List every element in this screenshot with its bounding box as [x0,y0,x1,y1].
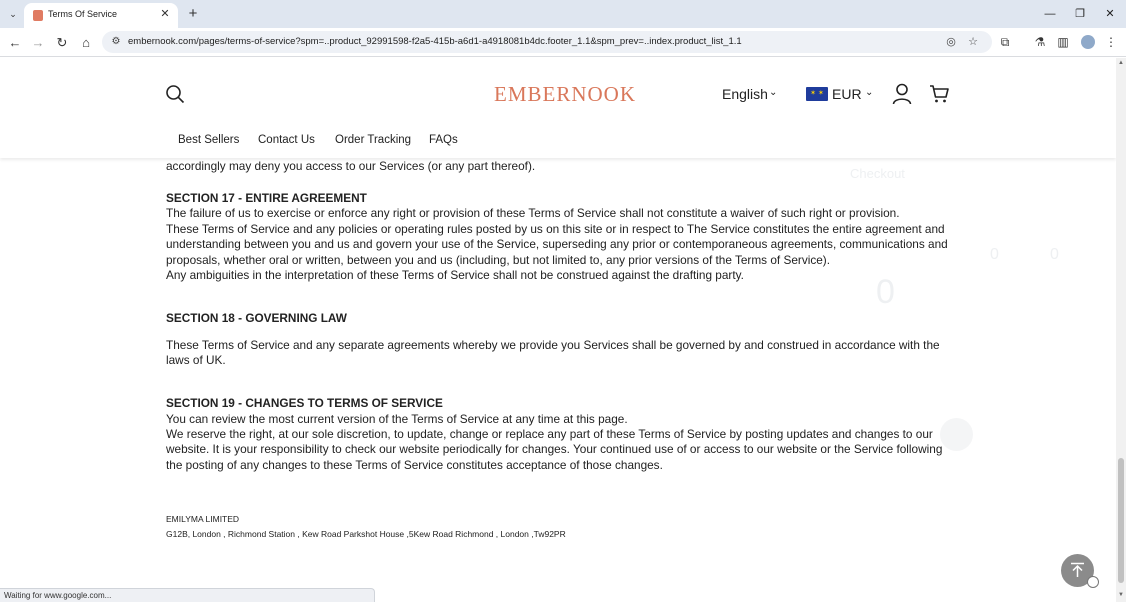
previous-section-tail: accordingly may deny you access to our Services (or any part thereof). [166,159,536,173]
home-icon[interactable]: ⌂ [82,35,90,50]
ghost-circle [940,418,973,451]
chevron-down-icon[interactable]: ⌄ [769,87,778,98]
side-panel-icon[interactable]: ▥ [1057,35,1069,49]
new-tab-icon[interactable]: + [188,5,198,22]
profile-avatar[interactable] [1081,35,1095,49]
tab-close-icon[interactable]: ✕ [160,8,170,20]
eye-off-icon[interactable]: ◎ [946,36,956,48]
account-icon[interactable] [892,83,912,105]
section-17-line: These Terms of Service and any policies or operating rules posted by us on this site or in respect to The Service constitutes the entire agreement and [166,222,945,236]
ghost-count: 0 [990,246,999,263]
nav-order-tracking[interactable]: Order Tracking [335,134,412,146]
restore-icon[interactable]: ❐ [1075,8,1085,20]
section-18-line: These Terms of Service and any separate agreements whereby we provide you Services shall be governed by and construed in accordance with the [166,338,940,352]
section-18-title: SECTION 18 - GOVERNING LAW [166,311,347,325]
mouse-cursor [1087,576,1099,588]
status-text: Waiting for www.google.com... [4,591,112,600]
ghost-checkout: Checkout [850,166,905,181]
company-name: EMILYMA LIMITED [166,514,240,524]
ghost-cart-count: 0 [876,273,895,311]
site-header [0,58,1116,158]
site-info-icon[interactable]: ⚙ [111,36,121,47]
section-17-line: The failure of us to exercise or enforce any right or provision of these Terms of Service shall not constitute a waiver of such right or provision. [166,206,900,220]
tab-search-chevron-icon[interactable]: ⌄ [9,9,17,19]
section-17-line: proposals, whether oral or written, between you and us (including, but not limited to, any prior versions of the Terms of Service). [166,253,831,267]
section-17-title: SECTION 17 - ENTIRE AGREEMENT [166,191,367,205]
page-scrollbar[interactable] [1116,58,1126,602]
section-19-title: SECTION 19 - CHANGES TO TERMS OF SERVICE [166,396,443,410]
scroll-down-arrow-icon[interactable]: ▼ [1118,592,1124,598]
nav-contact-us[interactable]: Contact Us [258,134,315,146]
eu-stars-icon: ✶ ✶ [810,90,824,97]
company-address: G12B, London , Richmond Station , Kew Road Parkshot House ,5Kew Road Richmond , London ,Tw92PR [166,529,566,539]
section-19-line: We reserve the right, at our sole discretion, to update, change or replace any part of these Terms of Service by posting updates and changes to our [166,427,933,441]
page-viewport [0,58,1116,602]
scroll-up-arrow-icon[interactable]: ▲ [1118,60,1124,66]
reload-icon[interactable]: ↻ [56,35,68,50]
labs-flask-icon[interactable]: ⚗ [1034,35,1046,49]
nav-faqs[interactable]: FAQs [429,134,458,146]
section-19-line: You can review the most current version of the Terms of Service at any time at this page. [166,412,628,426]
nav-best-sellers[interactable]: Best Sellers [178,134,240,146]
section-17-line: Any ambiguities in the interpretation of these Terms of Service shall not be construed against the drafting party. [166,268,744,282]
search-icon[interactable] [165,84,185,104]
chevron-down-icon[interactable]: ⌄ [865,87,874,98]
forward-icon[interactable]: → [31,35,45,50]
site-favicon-icon [33,10,43,21]
ghost-count-2: 0 [1050,246,1059,263]
bookmark-star-icon[interactable]: ☆ [968,36,978,48]
section-19-line: website. It is your responsibility to check our website periodically for changes. Your continued use of or access to our website or the Service following [166,442,943,456]
extensions-icon[interactable]: ⧉ [1000,35,1010,49]
status-bar [0,588,375,602]
back-icon[interactable]: ← [8,35,22,50]
section-18-line: laws of UK. [166,353,226,367]
scroll-thumb[interactable] [1118,458,1124,583]
close-window-icon[interactable]: ✕ [1105,8,1115,20]
menu-dots-icon[interactable]: ⋮ [1105,35,1117,49]
currency-selector[interactable]: EUR [832,86,862,102]
tab-title: Terms Of Service [48,9,118,19]
browser-tab[interactable] [24,3,178,28]
browser-toolbar [0,28,1126,57]
tab-strip [0,0,1126,28]
arrow-up-icon [1070,562,1085,578]
cart-icon[interactable] [929,84,949,104]
address-bar[interactable] [102,31,992,53]
minimize-icon[interactable]: — [1044,8,1056,20]
section-19-line: the posting of any changes to these Terms of Service constitutes acceptance of those changes. [166,458,663,472]
url-text: embernook.com/pages/terms-of-service?spm=..product_92991598-f2a5-415b-a6d1-a4918081b4dc.footer_1.1&spm_prev=..index.product_list_1.1 [128,36,742,47]
language-selector[interactable]: English [722,86,768,102]
section-17-line: understanding between you and us and govern your use of the Service, superseding any prior or contemporaneous agreements, communications and [166,237,948,251]
site-logo[interactable]: EMBERNOOK [494,82,637,106]
